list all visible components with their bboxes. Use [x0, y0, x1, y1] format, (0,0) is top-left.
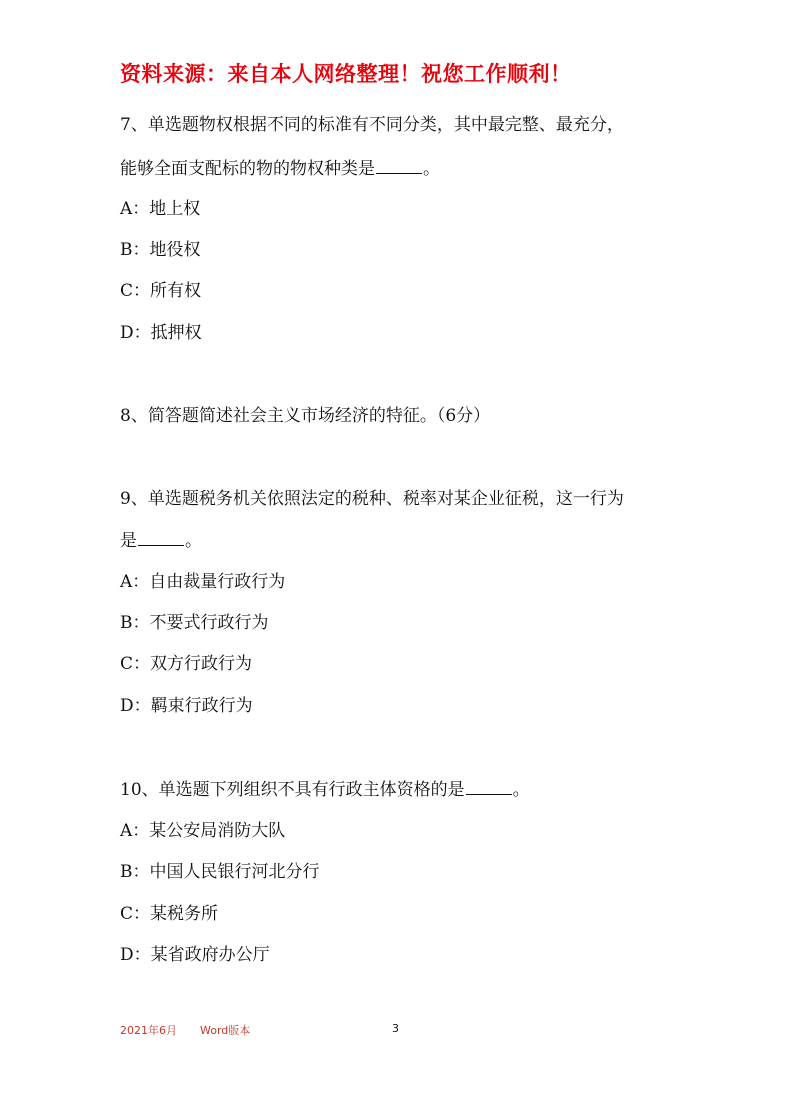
question-9-stem-end: 。 [185, 531, 202, 551]
question-10-option-c: C：某税务所 [120, 904, 219, 924]
question-10-stem-end: 。 [512, 780, 530, 800]
question-7-stem-end: 。 [423, 159, 440, 179]
question-10-option-a: A：某公安局消防大队 [120, 821, 286, 841]
question-9-option-a: A：自由裁量行政行为 [120, 572, 286, 592]
answer-blank [466, 780, 512, 795]
question-7-stem-text: 能够全面支配标的物的物权种类是 [120, 159, 375, 179]
question-7-option-c: C：所有权 [120, 281, 202, 301]
question-9-option-b: B：不要式行政行为 [120, 613, 269, 633]
source-header: 资料来源：来自本人网络整理！祝您工作顺利！ [120, 62, 572, 86]
question-8-stem: 8、简答题简述社会主义市场经济的特征。（6分） [120, 406, 491, 426]
question-7-option-a: A：地上权 [120, 199, 201, 219]
question-9-option-c: C：双方行政行为 [120, 654, 253, 674]
question-7-stem-line2 [120, 158, 440, 180]
answer-blank [376, 159, 422, 174]
answer-blank [138, 531, 184, 546]
question-9-stem-line1: 9、单选题税务机关依照法定的税种、税率对某企业征税，这一行为 [120, 489, 624, 509]
page-number: 3 [392, 1022, 399, 1035]
question-10-stem-text: 10、单选题下列组织不具有行政主体资格的是 [120, 780, 465, 800]
footer-date: 2021年6月 [120, 1024, 177, 1037]
question-10-stem [120, 779, 530, 801]
question-10-option-b: B：中国人民银行河北分行 [120, 862, 320, 882]
question-7-option-b: B：地役权 [120, 240, 201, 260]
question-10-option-d: D：某省政府办公厅 [120, 945, 270, 965]
question-9-stem-text: 是 [120, 531, 137, 551]
question-9-stem-line2 [120, 530, 202, 552]
footer-version: Word版本 [200, 1024, 251, 1037]
question-9-option-d: D：羁束行政行为 [120, 696, 253, 716]
question-7-stem-line1: 7、单选题物权根据不同的标准有不同分类，其中最完整、最充分， [120, 115, 624, 135]
question-7-option-d: D：抵押权 [120, 323, 202, 343]
